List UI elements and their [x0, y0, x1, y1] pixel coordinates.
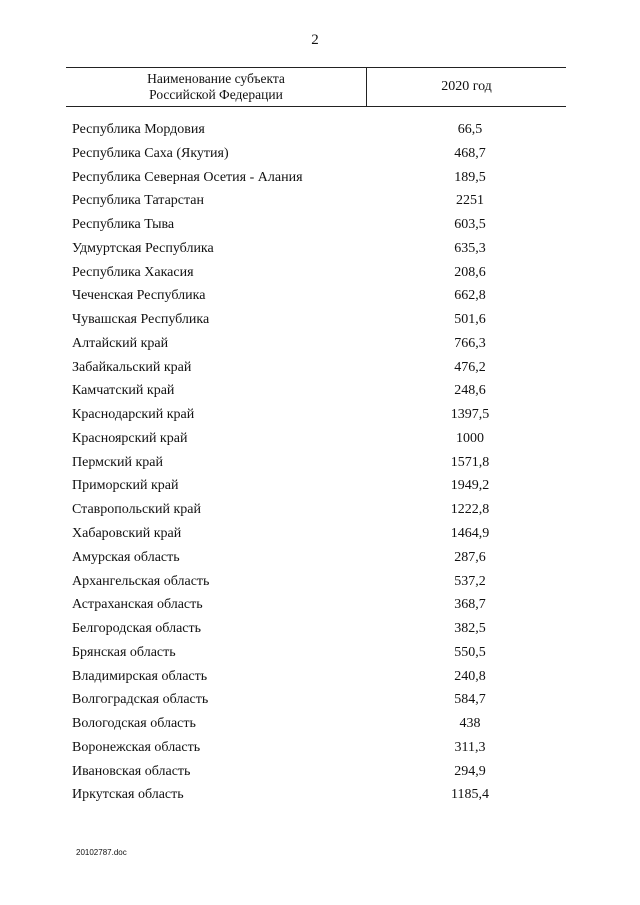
table-row — [0, 738, 640, 762]
subject-name: Республика Мордовия — [72, 122, 205, 137]
value-2020: 294,9 — [454, 763, 486, 779]
subject-name: Республика Тыва — [72, 217, 175, 233]
value-2020: 368,7 — [454, 597, 486, 613]
value-2020: 1185,4 — [451, 787, 489, 803]
table-header — [66, 67, 566, 107]
table-body — [0, 120, 640, 809]
table-row — [0, 358, 640, 382]
value-2020: 240,8 — [454, 668, 486, 684]
table-row — [0, 619, 640, 643]
value-2020: 287,6 — [454, 549, 486, 565]
subject-name: Брянская область — [72, 644, 176, 660]
page-number: 2 — [311, 32, 319, 48]
table-row — [0, 667, 640, 691]
table-row — [0, 168, 640, 192]
subject-name: Камчатский край — [72, 383, 175, 399]
table-row — [0, 144, 640, 168]
value-2020: 1464,9 — [450, 526, 490, 542]
table-row — [0, 334, 640, 358]
subject-name: Республика Саха (Якутия) — [72, 145, 229, 161]
table-row — [0, 215, 640, 239]
table-row — [0, 310, 640, 334]
header-subject-line1: Наименование субъекта — [147, 71, 285, 86]
subject-name: Иркутская область — [72, 787, 184, 803]
table-row — [0, 286, 640, 310]
value-2020: 248,6 — [454, 383, 486, 399]
value-2020: 468,7 — [454, 145, 486, 161]
value-2020: 311,3 — [454, 739, 486, 755]
header-subject-column — [66, 68, 367, 106]
subject-name: Республика Татарстан — [72, 193, 205, 209]
value-2020: 438 — [459, 716, 481, 732]
subject-name: Хабаровский край — [72, 526, 182, 542]
value-2020: 476,2 — [454, 359, 486, 375]
header-subject-line2: Российской Федерации — [149, 87, 283, 102]
value-2020: 501,6 — [454, 312, 486, 328]
subject-name: Вологодская область — [72, 716, 196, 732]
value-2020: 537,2 — [454, 573, 486, 589]
subject-name: Белгородская область — [72, 621, 202, 637]
table-row — [0, 714, 640, 738]
subject-name: Астраханская область — [72, 597, 203, 613]
value-2020: 662,8 — [454, 288, 486, 304]
value-2020: 635,3 — [454, 240, 486, 256]
table-row — [0, 453, 640, 477]
subject-name: Алтайский край — [72, 335, 169, 351]
subject-name: Чувашская Республика — [72, 312, 210, 328]
table-row — [0, 381, 640, 405]
subject-name: Республика Хакасия — [72, 264, 194, 280]
subject-name: Архангельская область — [72, 573, 210, 589]
table-row — [0, 476, 640, 500]
value-2020: 766,3 — [454, 335, 486, 351]
value-2020: 66,5 — [457, 122, 483, 137]
table-row — [0, 762, 640, 786]
value-2020: 189,5 — [454, 169, 486, 185]
value-2020: 1949,2 — [450, 478, 490, 494]
subject-name: Волгоградская область — [72, 692, 209, 708]
table-row — [0, 643, 640, 667]
subject-name: Ивановская область — [72, 763, 191, 779]
value-2020: 584,7 — [454, 692, 486, 708]
subject-name: Удмуртская Республика — [72, 240, 214, 256]
table-row — [0, 120, 640, 144]
table-row — [0, 524, 640, 548]
value-2020: 1571,8 — [450, 454, 490, 470]
table-row — [0, 500, 640, 524]
subject-name: Владимирская область — [72, 668, 208, 684]
value-2020: 603,5 — [454, 217, 486, 233]
value-2020: 382,5 — [454, 621, 486, 637]
value-2020: 1397,5 — [450, 407, 490, 423]
header-year-column: 2020 год — [441, 79, 492, 94]
value-2020: 1000 — [456, 430, 484, 446]
document-file-reference: 20102787.doc — [76, 848, 127, 857]
subject-name: Воронежская область — [72, 739, 201, 755]
subject-name: Республика Северная Осетия - Алания — [72, 169, 303, 185]
table-row — [0, 785, 640, 809]
table-row — [0, 572, 640, 596]
subject-name: Забайкальский край — [72, 359, 192, 375]
subject-name: Приморский край — [72, 478, 179, 494]
table-row — [0, 429, 640, 453]
value-2020: 1222,8 — [450, 502, 490, 518]
subject-name: Красноярский край — [72, 430, 188, 446]
value-2020: 208,6 — [454, 264, 486, 280]
value-2020: 550,5 — [454, 644, 486, 660]
subject-name: Пермский край — [72, 454, 163, 470]
subject-name: Ставропольский край — [72, 502, 201, 518]
value-2020: 2251 — [456, 193, 484, 209]
table-row — [0, 239, 640, 263]
subject-name: Краснодарский край — [72, 407, 195, 423]
table-row — [0, 191, 640, 215]
subject-name: Чеченская Республика — [72, 288, 206, 304]
table-row — [0, 263, 640, 287]
table-row — [0, 595, 640, 619]
subject-name: Амурская область — [72, 549, 180, 565]
table-row — [0, 548, 640, 572]
table-row — [0, 405, 640, 429]
table-row — [0, 690, 640, 714]
